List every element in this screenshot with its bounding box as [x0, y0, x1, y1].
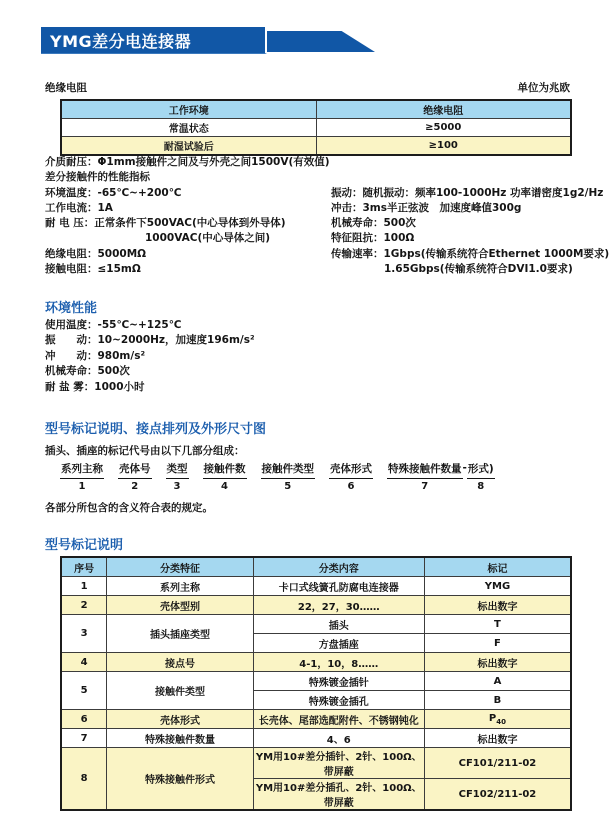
cell-mark: A — [424, 672, 571, 691]
page-title: YMG差分电连接器 — [50, 31, 192, 51]
table-row — [61, 729, 571, 748]
cell-feature: 接点号 — [107, 653, 253, 672]
diagram-separator: - — [462, 462, 467, 474]
unit-note: 单位为兆欧 — [517, 82, 570, 94]
cell-mark: YMG — [424, 577, 571, 596]
marking-code-diagram — [60, 461, 495, 492]
cell-feature: 插头插座类型 — [107, 615, 253, 653]
table-row — [61, 577, 571, 596]
specs-right-column — [331, 186, 613, 278]
table-row — [61, 710, 571, 729]
spec-line: 传输速率：1Gbps(传输系统符合Ethernet 1000M要求) — [331, 247, 610, 260]
spec-line: 冲击：3ms半正弦波 加速度峰值300g — [331, 201, 522, 214]
env-line: 振 动：10~2000Hz，加速度196m/s² — [45, 334, 255, 347]
insulation-heading: 绝缘电阻 — [45, 82, 87, 94]
diagram-segment-number: 1 — [78, 481, 86, 492]
spec-line: 环境温度：-65℃~+200℃ — [45, 186, 182, 199]
cell-content: YM用10#差分插针、2针、100Ω、带屏蔽 — [253, 748, 424, 779]
table-row — [61, 137, 571, 156]
insulation-heading-row — [45, 80, 570, 95]
diagram-segment-label: 特殊接触件数量 — [387, 461, 463, 479]
cell-feature: 特殊接触件形式 — [107, 748, 253, 811]
cell-mark: CF101/211-02 — [424, 748, 571, 779]
diagram-segment — [329, 461, 373, 492]
cell-mark: F — [424, 634, 571, 653]
diagram-segment-number: 5 — [284, 481, 292, 492]
cell-content: 特殊镀金插针 — [253, 672, 424, 691]
cell-content: YM用10#差分插孔、2针、100Ω、带屏蔽 — [253, 779, 424, 811]
table-row — [61, 672, 571, 691]
cell-mark — [424, 710, 571, 729]
mark-subscript: 40 — [496, 717, 506, 726]
table-header-row — [61, 100, 571, 119]
marking-intro: 插头、插座的标记代号由以下几部分组成： — [45, 445, 245, 457]
spec-line: 介质耐压：Φ1mm接触件之间及与外壳之间1500V(有效值) — [45, 156, 330, 168]
cell-mark: 标出数字 — [424, 596, 571, 615]
cell-feature: 系列主称 — [107, 577, 253, 596]
cell-mark: 标出数字 — [424, 729, 571, 748]
header-cell-no: 序号 — [61, 557, 107, 577]
cell-no: 6 — [61, 710, 107, 729]
diagram-segment-pair — [387, 461, 495, 492]
spec-line: 接触电阻：≤15mΩ — [45, 263, 141, 276]
diagram-segment-number: 2 — [131, 481, 139, 492]
mark-base: P — [488, 712, 497, 724]
cell-mark: 标出数字 — [424, 653, 571, 672]
marking-heading: 型号标记说明、接点排列及外形尺寸图 — [45, 422, 267, 437]
model-marking-table — [60, 556, 572, 811]
diagram-segment — [166, 461, 189, 492]
banner-title-box — [41, 27, 267, 54]
cell-no: 2 — [61, 596, 107, 615]
cell-no: 8 — [61, 748, 107, 811]
cell-feature: 接触件类型 — [107, 672, 253, 710]
diagram-segment-label: 形式) — [467, 461, 495, 479]
cell-no: 7 — [61, 729, 107, 748]
model-table-heading: 型号标记说明 — [45, 538, 124, 553]
cell-content: 22，27，30…… — [253, 596, 424, 615]
diagram-segment-label: 壳体号 — [118, 461, 152, 479]
cell-feature: 壳体型别 — [107, 596, 253, 615]
spec-line: 差分接触件的性能指标 — [45, 171, 150, 184]
cell-content: 卡口式线簧孔防腐电连接器 — [253, 577, 424, 596]
table-row — [61, 615, 571, 634]
spec-line: 1.65Gbps(传输系统符合DVI1.0要求) — [384, 263, 573, 276]
diagram-segment-number: 7 — [421, 481, 429, 492]
diagram-segment — [60, 461, 104, 492]
table-row — [61, 748, 571, 779]
cell-mark: T — [424, 615, 571, 634]
cell-no: 1 — [61, 577, 107, 596]
cell-content: 方盘插座 — [253, 634, 424, 653]
marking-note: 各部分所包含的含义符合表的规定。 — [45, 502, 213, 514]
header-cell-feature: 分类特征 — [107, 557, 253, 577]
cell-no: 3 — [61, 615, 107, 653]
diagram-segment — [203, 461, 247, 492]
cell-content: 特殊镀金插孔 — [253, 691, 424, 710]
diagram-segment-number: 6 — [347, 481, 355, 492]
insulation-table — [60, 99, 572, 156]
table-row — [61, 596, 571, 615]
diagram-segment-label: 接触件数 — [203, 461, 247, 479]
env-line: 机械寿命：500次 — [45, 365, 130, 378]
spec-line: 特征阻抗：100Ω — [331, 232, 415, 245]
cell-resistance: ≥5000 — [316, 119, 571, 137]
cell-feature: 壳体形式 — [107, 710, 253, 729]
cell-content: 插头 — [253, 615, 424, 634]
cell-mark: CF102/211-02 — [424, 779, 571, 811]
diagram-segment-label: 接触件类型 — [261, 461, 316, 479]
header-cell-environment: 工作环境 — [61, 100, 316, 119]
cell-feature: 特殊接触件数量 — [107, 729, 253, 748]
header-cell-content: 分类内容 — [253, 557, 424, 577]
spec-line: 振动：随机振动：频率100-1000Hz 功率谱密度1g2/Hz — [331, 186, 604, 199]
spec-line: 耐 电 压：正常条件下500VAC(中心导体到外导体) — [45, 217, 286, 230]
cell-mark: B — [424, 691, 571, 710]
cell-environment: 常温状态 — [61, 119, 316, 137]
page-banner — [41, 27, 375, 55]
specs-left-column — [45, 155, 340, 277]
table-row — [61, 653, 571, 672]
cell-no: 4 — [61, 653, 107, 672]
env-line: 冲 动：980m/s² — [45, 349, 146, 362]
diagram-segment-number: 8 — [477, 481, 485, 492]
header-cell-resistance: 绝缘电阻 — [316, 100, 571, 119]
cell-environment: 耐湿试验后 — [61, 137, 316, 156]
diagram-segment-number: 3 — [173, 481, 181, 492]
diagram-segment-number: 4 — [221, 481, 228, 492]
cell-no: 5 — [61, 672, 107, 710]
diagram-segment-label: 类型 — [166, 461, 189, 479]
cell-content: 4、6 — [253, 729, 424, 748]
diagram-segment-label: 系列主称 — [60, 461, 104, 479]
diagram-segment — [387, 461, 463, 492]
environment-lines — [45, 318, 255, 395]
spec-line: 工作电流：1A — [45, 201, 113, 214]
spec-line: 机械寿命：500次 — [331, 217, 416, 230]
diagram-segment — [261, 461, 316, 492]
diagram-segment — [467, 461, 495, 492]
cell-resistance: ≥100 — [316, 137, 571, 156]
spec-line: 1000VAC(中心导体之间) — [145, 232, 271, 245]
cell-content: 长壳体、尾部选配附件、不锈钢钝化 — [253, 710, 424, 729]
env-line: 使用温度：-55℃~+125℃ — [45, 319, 182, 331]
diagram-segment — [118, 461, 152, 492]
cell-content: 4-1，10，8…… — [253, 653, 424, 672]
env-line: 耐 盐 雾：1000小时 — [45, 380, 145, 393]
table-header-row — [61, 557, 571, 577]
spec-line: 绝缘电阻：5000MΩ — [45, 247, 147, 260]
environment-heading: 环境性能 — [45, 301, 98, 316]
header-cell-mark: 标记 — [424, 557, 571, 577]
table-row — [61, 119, 571, 137]
diagram-segment-label: 壳体形式 — [329, 461, 373, 479]
